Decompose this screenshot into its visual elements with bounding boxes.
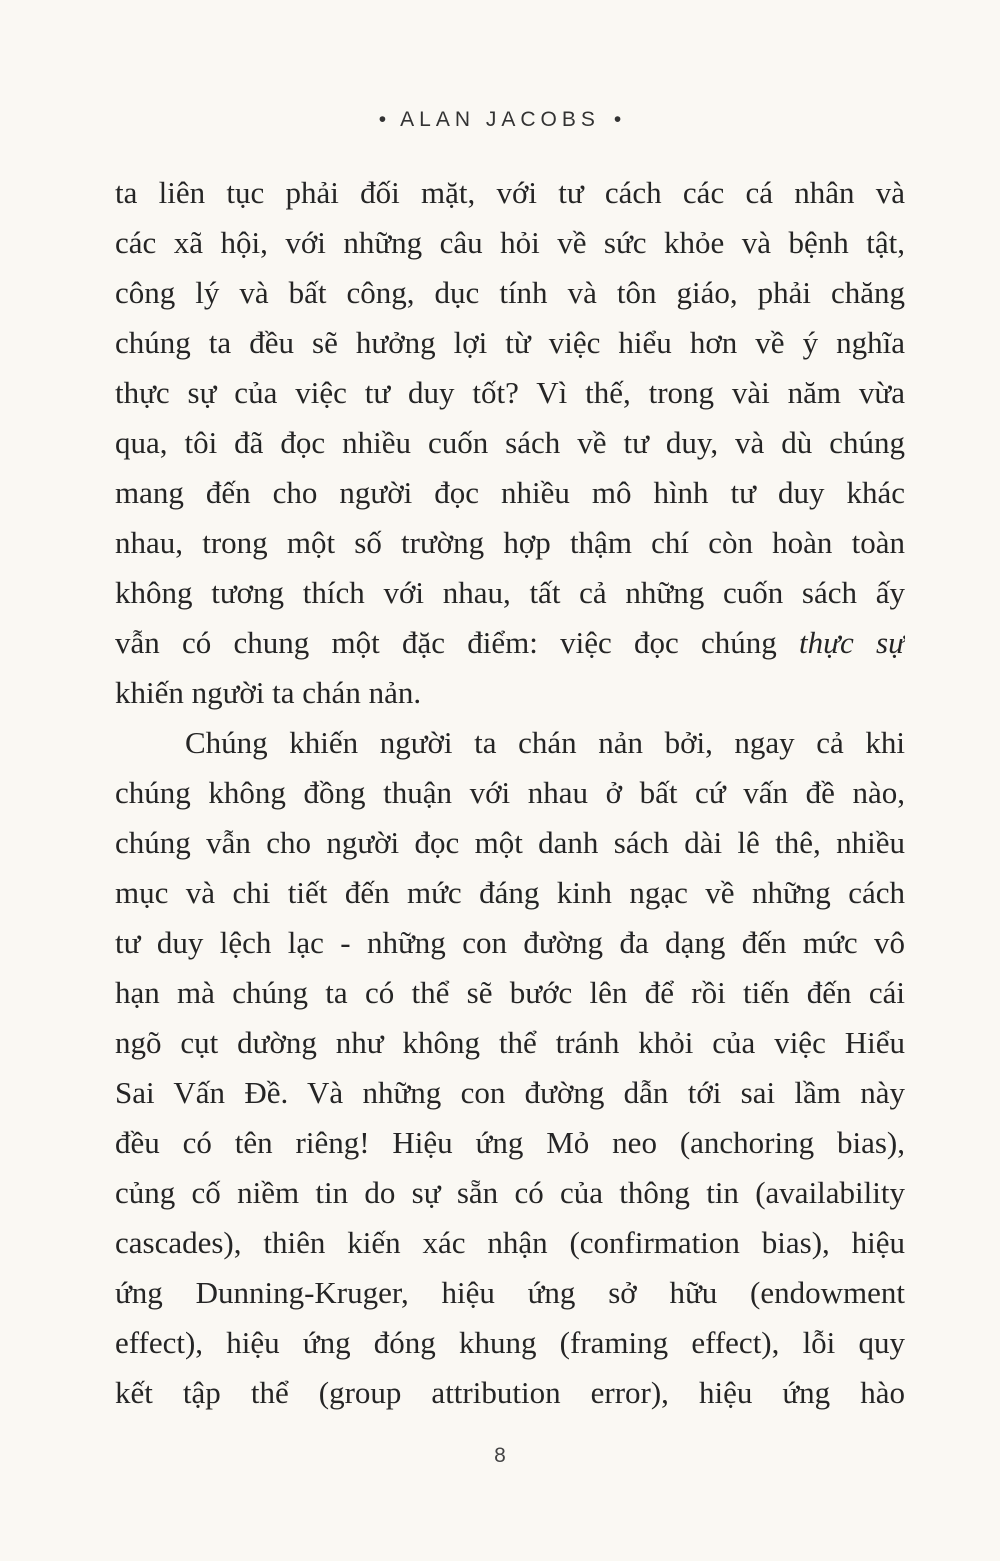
- text-line: ngõ cụt dường như không thể tránh khỏi của việc Hiểu: [115, 1025, 905, 1060]
- text-line: Sai Vấn Đề. Và những con đường dẫn tới sai lầm này: [115, 1075, 905, 1110]
- text-line: hạn mà chúng ta có thể sẽ bước lên để rồi tiến đến cái: [115, 975, 905, 1010]
- text-line: ta liên tục phải đối mặt, với tư cách các cá nhân và: [115, 175, 905, 210]
- text-line: đều có tên riêng! Hiệu ứng Mỏ neo (anchoring bias),: [115, 1125, 905, 1160]
- header-bullet-right: •: [613, 108, 622, 131]
- paragraph-first-line: Chúng khiến người ta chán nản bởi, ngay cả khi: [185, 725, 905, 760]
- body-text: [115, 168, 905, 1418]
- text-line: qua, tôi đã đọc nhiều cuốn sách về tư duy, và dù chúng: [115, 425, 905, 460]
- text-line: cascades), thiên kiến xác nhận (confirmation bias), hiệu: [115, 1225, 905, 1260]
- text-line: effect), hiệu ứng đóng khung (framing effect), lỗi quy: [115, 1325, 905, 1360]
- header-bullet-left: •: [378, 108, 387, 131]
- running-header: [0, 108, 1000, 132]
- text-line: các xã hội, với những câu hỏi về sức khỏe và bệnh tật,: [115, 225, 905, 260]
- text-line: củng cố niềm tin do sự sẵn có của thông tin (availability: [115, 1175, 905, 1210]
- text-line: chúng vẫn cho người đọc một danh sách dài lê thê, nhiều: [115, 825, 905, 860]
- text-line-emphasis: [115, 618, 905, 668]
- text-line-before-emphasis: vẫn có chung một đặc điểm: việc đọc chúng: [115, 625, 799, 660]
- text-line: công lý và bất công, dục tính và tôn giáo, phải chăng: [115, 275, 905, 310]
- text-line: mang đến cho người đọc nhiều mô hình tư duy khác: [115, 475, 905, 510]
- text-line: mục và chi tiết đến mức đáng kinh ngạc về những cách: [115, 875, 905, 910]
- text-line: nhau, trong một số trường hợp thậm chí còn hoàn toàn: [115, 525, 905, 560]
- emphasis-text: thực sự: [798, 625, 905, 660]
- header-author: ALAN JACOBS: [400, 108, 600, 131]
- text-line: tư duy lệch lạc - những con đường đa dạng đến mức vô: [115, 925, 905, 960]
- text-line: ứng Dunning-Kruger, hiệu ứng sở hữu (endowment: [115, 1275, 905, 1310]
- text-line: kết tập thể (group attribution error), hiệu ứng hào: [115, 1375, 905, 1410]
- page-number: 8: [494, 1444, 506, 1467]
- text-line: không tương thích với nhau, tất cả những cuốn sách ấy: [115, 575, 905, 610]
- text-line: thực sự của việc tư duy tốt? Vì thế, trong vài năm vừa: [115, 375, 905, 410]
- text-line: chúng ta đều sẽ hưởng lợi từ việc hiểu hơn về ý nghĩa: [115, 325, 905, 360]
- text-line: chúng không đồng thuận với nhau ở bất cứ vấn đề nào,: [115, 775, 905, 810]
- paragraph-last-line: khiến người ta chán nản.: [115, 675, 422, 710]
